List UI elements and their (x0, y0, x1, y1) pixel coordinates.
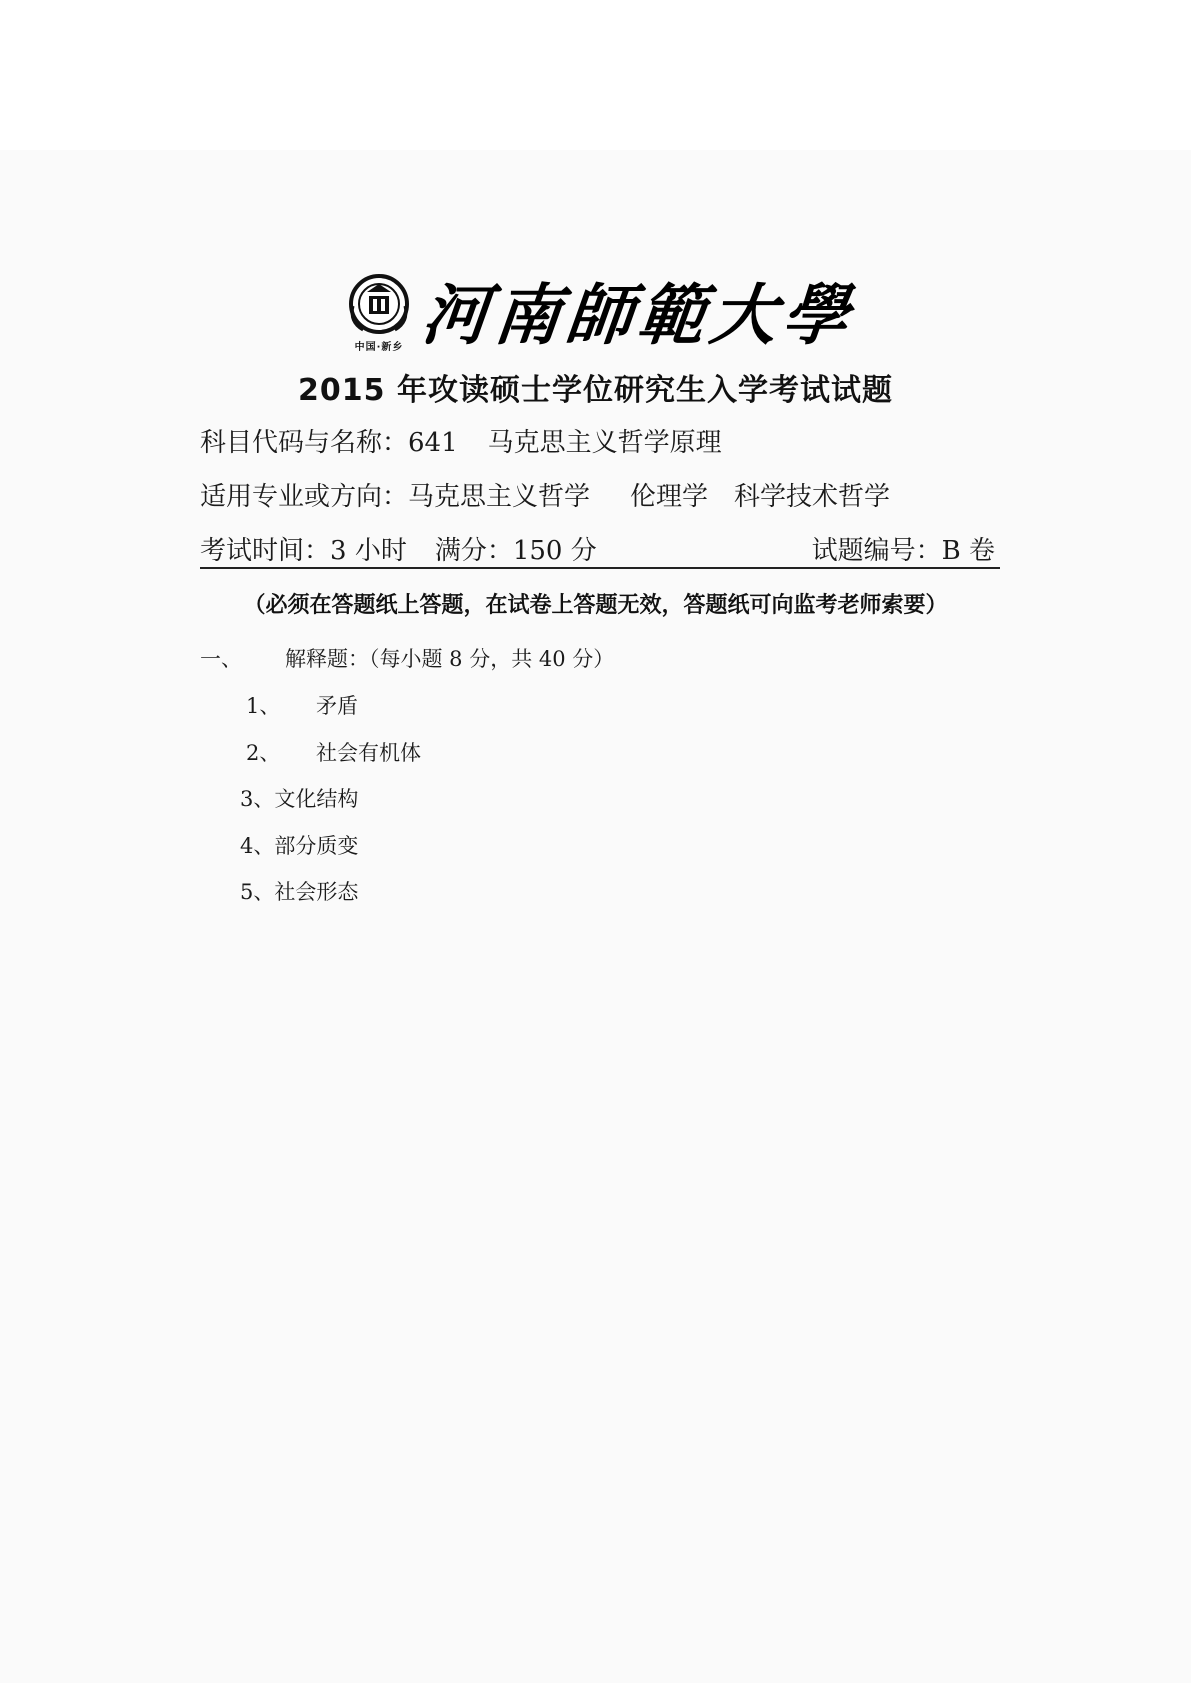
question-number: 5、 (240, 880, 275, 904)
score-value: 150 分 (512, 536, 597, 566)
question-number: 4、 (240, 834, 275, 858)
question-text: 矛盾 (316, 694, 358, 718)
time-label: 考试时间： (200, 536, 331, 566)
subject-line (200, 422, 722, 459)
major-item: 科学技术哲学 (734, 482, 891, 512)
paper-value: B 卷 (941, 536, 995, 566)
exam-title: 2015 年攻读硕士学位研究生入学考试试题 (298, 373, 893, 408)
subject-code: 641 (408, 428, 458, 458)
university-header (345, 268, 865, 358)
time-value: 3 小时 (330, 536, 407, 566)
section-number: 一、 (200, 647, 242, 671)
section-title: 解释题：（每小题 8 分，共 40 分） (285, 647, 615, 671)
university-seal-icon (345, 272, 413, 352)
majors-label: 适用专业或方向： (200, 482, 409, 512)
question-item (246, 737, 421, 767)
subject-name: 马克思主义哲学原理 (487, 428, 722, 458)
seal-caption: 中国·新乡 (354, 342, 404, 353)
subject-label: 科目代码与名称： (200, 428, 409, 458)
majors-line (200, 476, 890, 513)
question-text: 社会有机体 (316, 741, 421, 765)
question-item (240, 876, 358, 906)
question-number: 1、 (246, 694, 281, 718)
question-text: 社会形态 (274, 880, 359, 904)
question-number: 3、 (240, 787, 275, 811)
header-divider (200, 567, 1000, 569)
question-text: 部分质变 (274, 834, 359, 858)
paper-label: 试题编号： (811, 536, 942, 566)
university-name-calligraphy: 河南師範大學 (418, 276, 859, 354)
question-item (240, 783, 358, 813)
exam-info-line (200, 530, 995, 567)
score-label: 满分： (434, 536, 513, 566)
question-item (240, 830, 358, 860)
major-item: 马克思主义哲学 (408, 482, 591, 512)
answer-sheet-notice: （必须在答题纸上答题，在试卷上答题无效，答题纸可向监考老师索要） (243, 593, 948, 618)
section-heading (200, 643, 614, 673)
major-item: 伦理学 (630, 482, 709, 512)
question-number: 2、 (246, 741, 281, 765)
question-text: 文化结构 (274, 787, 359, 811)
question-item (246, 690, 358, 720)
paper-id (812, 530, 995, 567)
